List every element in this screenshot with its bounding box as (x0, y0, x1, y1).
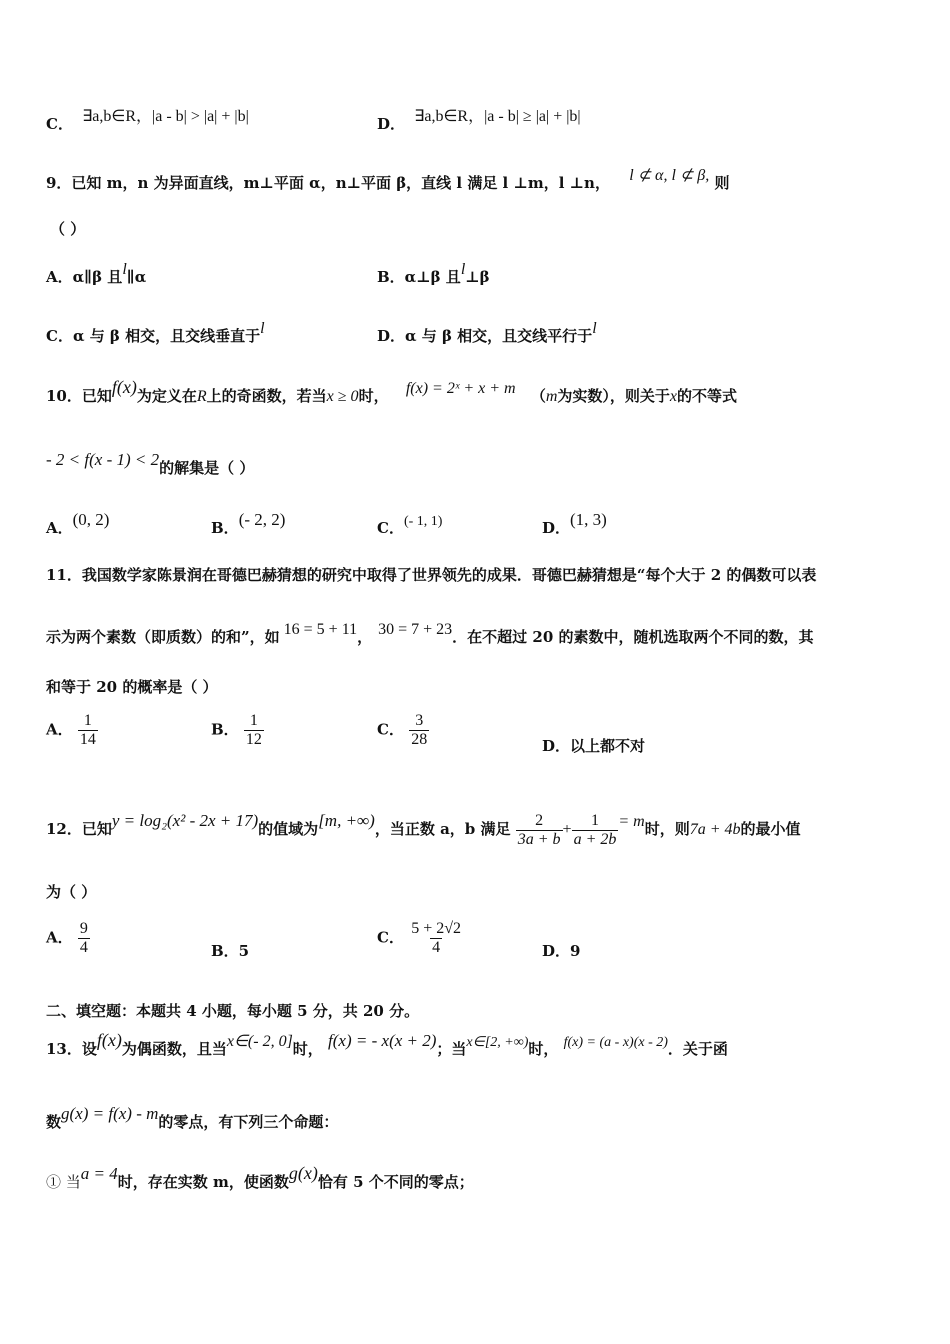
q13-t6: ．关于函 (667, 1040, 728, 1058)
q11-option-d: D．以上都不对 (542, 737, 646, 755)
q12-plus: + (562, 821, 572, 838)
q9-option-d (377, 320, 597, 347)
q12-option-c-den: 4 (432, 939, 441, 956)
q9-option-a-label: A．α∥β 且 (46, 268, 123, 286)
q12-option-a-frac (78, 920, 90, 957)
q12-option-c (377, 920, 463, 957)
q10-option-a (46, 510, 110, 538)
q10-option-a-math: (0, 2) (72, 510, 110, 529)
q11-line-1: 11．我国数学家陈景润在哥德巴赫猜想的研究中取得了世界领先的成果．哥德巴赫猜想是“每个大于 2 的偶数可以表 (46, 566, 817, 584)
q12-option-a (46, 920, 90, 957)
q12-func: y = log₂(x² - 2x + 17) (111, 811, 259, 830)
q11-option-b-label: B． (211, 720, 239, 739)
q11-option-b (211, 712, 264, 749)
q13-g: g(x) (288, 1163, 318, 1183)
q9-option-d-label: D．α 与 β 相交，且交线平行于 (377, 327, 593, 345)
q13-stem (46, 1030, 728, 1061)
q11-option-a-num: 1 (83, 712, 92, 729)
q13-dom2: x∈[2, +∞) (466, 1035, 529, 1050)
q11-option-a-label: A． (46, 720, 73, 739)
q12-stem (46, 809, 801, 850)
q10-option-d-math: (1, 3) (570, 510, 607, 529)
q8-option-c-math: ∃a,b∈R，|a - b| > |a| + |b| (82, 108, 249, 125)
q12-option-b: B．5 (211, 942, 250, 960)
q9-option-c-label: C．α 与 β 相交，且交线垂直于 (46, 327, 261, 345)
q12-frac-2-num: 1 (590, 811, 599, 829)
q13-line-2 (46, 1104, 339, 1132)
q13-t2: 为偶函数，且当 (121, 1040, 227, 1058)
q11-option-b-frac (244, 712, 264, 749)
q10-cond: x ≥ 0 (326, 388, 359, 405)
q10-stem (46, 377, 738, 407)
q13-l3a: ① 当 (46, 1173, 81, 1191)
q10-t1: 10．已知 (46, 387, 112, 405)
q13-l2b: 的零点，有下列三个命题： (158, 1113, 339, 1131)
q12-option-a-label: A． (46, 928, 73, 947)
q12-option-d: D．9 (542, 942, 581, 960)
q13-expr1: f(x) = - x(x + 2) (328, 1031, 437, 1050)
q12-option-a-den: 4 (79, 939, 88, 956)
q10-t7: 的不等式 (677, 387, 738, 405)
q9-option-b-l: l (460, 261, 466, 278)
q11-l2b: ．在不超过 20 的素数中，随机选取两个不同的数，其 (452, 628, 814, 646)
q10-option-c (377, 514, 443, 540)
q8-option-d-math: ∃a,b∈R，|a - b| ≥ |a| + |b| (414, 108, 581, 125)
q10-option-d (542, 510, 607, 538)
q13-l2a: 数 (46, 1113, 62, 1131)
q8-option-d-label: D． (377, 115, 406, 133)
q11-option-b-num: 1 (249, 712, 258, 729)
q9-paren: （ ） (50, 220, 86, 238)
q11-option-c-frac (409, 712, 429, 749)
q8-option-c-label: C． (46, 115, 73, 133)
q11-l2a: 示为两个素数（即质数）的和”，如 (46, 628, 280, 646)
q12-t3: ，当正数 a，b 满足 (374, 820, 511, 838)
q11-line-3: 和等于 20 的概率是（ ） (46, 678, 218, 696)
section-2-heading: 二、填空题：本题共 4 小题，每小题 5 分，共 20 分。 (46, 1002, 420, 1020)
q12-range: [m, +∞) (318, 811, 375, 830)
q11-option-a-den: 14 (79, 731, 96, 748)
q12-t5: 的最小值 (740, 820, 801, 838)
q10-t4: 时， (358, 387, 389, 405)
q10-option-b-math: (- 2, 2) (238, 510, 286, 529)
q9-option-b-tail: ⊥β (465, 268, 490, 286)
q9-option-b (377, 261, 490, 288)
q9-option-d-l: l (592, 320, 597, 337)
q9-option-a (46, 261, 147, 288)
q12-frac-1-num: 2 (535, 811, 544, 829)
q13-t4: ；当 (436, 1040, 467, 1058)
q10-option-a-label: A． (46, 519, 73, 537)
q10-fx: f(x) (111, 377, 137, 397)
q12-frac-1 (516, 812, 563, 849)
q10-t2: 为定义在 (136, 387, 197, 405)
q12-t2: 的值域为 (258, 820, 319, 838)
q11-eq2: 30 = 7 + 23 (378, 621, 453, 638)
q10-t6: 为实数），则关于 (557, 387, 670, 405)
q9-text: 9．已知 m，n 为异面直线，m⊥平面 α，n⊥平面 β，直线 l 满足 l ⊥m，l ⊥n， (46, 174, 610, 192)
q12-option-c-num: 5 + 2√2 (411, 920, 461, 937)
q10-option-b-label: B． (211, 519, 239, 537)
q9-tail: 则 (714, 174, 730, 192)
q8-option-d (377, 108, 581, 135)
q10-expr: f(x) = 2ˣ + x + m (405, 380, 516, 397)
q12-expr: 7a + 4b (689, 821, 741, 838)
q11-option-c-den: 28 (411, 731, 428, 748)
q13-l3c: 恰有 5 个不同的零点； (317, 1173, 474, 1191)
q12-frac-2 (572, 812, 619, 849)
q11-comma: ， (357, 628, 373, 646)
q13-dom1: x∈(- 2, 0] (226, 1033, 293, 1050)
q13-gx: g(x) = f(x) - m (61, 1104, 159, 1123)
q13-l3b: 时，存在实数 m，使函数 (117, 1173, 289, 1191)
q12-line-2: 为（ ） (46, 883, 97, 901)
q11-option-c (377, 712, 429, 749)
q11-line-2 (46, 621, 814, 648)
q10-stem-2 (46, 450, 255, 478)
q12-t1: 12．已知 (46, 820, 112, 838)
q11-option-a (46, 712, 98, 749)
q12-t4: 时，则 (644, 820, 690, 838)
q10-option-c-label: C． (377, 519, 404, 537)
q13-expr2: f(x) = (a - x)(x - 2) (563, 1035, 668, 1050)
q9-option-c-l: l (260, 320, 265, 337)
q10-t5: （ (530, 387, 546, 405)
q13-fx: f(x) (96, 1030, 122, 1050)
q12-option-c-label: C． (377, 928, 404, 947)
q13-t3: 时， (292, 1040, 323, 1058)
q10-option-b (211, 510, 286, 538)
q13-t5: 时， (528, 1040, 559, 1058)
q9-option-a-l: l (122, 261, 127, 278)
q10-option-c-math: (- 1, 1) (403, 514, 443, 529)
q12-frac-1-den: 3a + b (517, 830, 561, 848)
q10-t8: 的解集是（ ） (159, 459, 255, 477)
q9-option-b-label: B．α⊥β 且 (377, 268, 461, 286)
q13-a4: a = 4 (80, 1164, 118, 1183)
q12-option-c-frac (409, 920, 463, 957)
q11-option-c-label: C． (377, 720, 404, 739)
q10-m: m (545, 388, 558, 405)
q9-option-c (46, 320, 265, 347)
q11-option-c-num: 3 (415, 712, 424, 729)
q13-t1: 13．设 (46, 1040, 97, 1058)
q12-eqm: = m (618, 813, 645, 830)
q11-eq1: 16 = 5 + 11 (283, 621, 358, 638)
q12-option-a-num: 9 (79, 920, 88, 937)
q10-ineq: - 2 < f(x - 1) < 2 (46, 450, 160, 469)
q10-option-d-label: D． (542, 519, 571, 537)
q9-option-a-tail: ∥α (126, 268, 147, 286)
q9-stem (46, 167, 730, 194)
q11-option-a-frac (78, 712, 98, 749)
q11-option-b-den: 12 (245, 731, 262, 748)
q10-x: x (669, 388, 678, 405)
q10-R: R (196, 388, 207, 405)
q8-option-c (46, 108, 249, 135)
q12-frac-2-den: a + 2b (573, 830, 617, 848)
q9-math: l ⊄ α, l ⊄ β, (629, 167, 710, 184)
q13-line-3 (46, 1163, 474, 1192)
q10-t3: 上的奇函数，若当 (206, 387, 327, 405)
